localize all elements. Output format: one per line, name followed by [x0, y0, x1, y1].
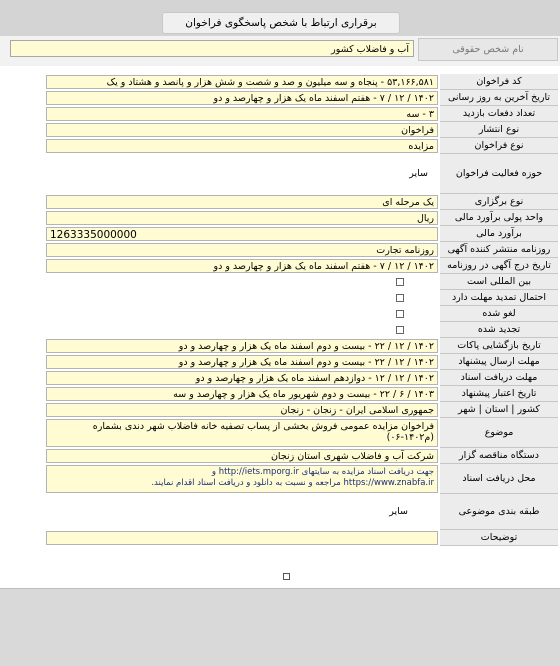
value-validity: ۱۴۰۳ / ۶ / ۲۲ - بیست و دوم شهریور ماه یک هزار و چهارصد و سه — [46, 387, 438, 401]
legal-entity-field[interactable]: آب و فاضلاب کشور — [10, 40, 414, 57]
row-international — [0, 274, 560, 290]
row-cancelled — [0, 306, 560, 322]
row-publish-date — [0, 258, 560, 274]
row-category — [0, 494, 560, 530]
label-scope: حوزه فعالیت فراخوان — [440, 154, 558, 194]
header-bar — [0, 0, 560, 37]
label-cancelled: لغو شده — [440, 306, 558, 322]
footer-checkbox — [283, 573, 290, 580]
value-currency: ریال — [46, 211, 438, 225]
row-call-type — [0, 138, 560, 154]
row-extendable — [0, 290, 560, 306]
row-renewed — [0, 322, 560, 338]
row-estimate — [0, 226, 560, 242]
row-newspaper — [0, 242, 560, 258]
row-visits — [0, 106, 560, 122]
value-scope: سایر — [409, 168, 428, 179]
row-subject — [0, 418, 560, 448]
cancelled-checkbox — [396, 310, 404, 318]
label-validity: تاریخ اعتبار پیشنهاد — [440, 386, 558, 402]
row-get-documents — [0, 370, 560, 386]
label-description: توضیحات — [440, 530, 558, 546]
value-visits: ۳ - سه — [46, 107, 438, 121]
value-code: ۵۳,۱۶۶,۵۸۱ - پنجاه و سه میلیون و صد و شصت و شش هزار و پانصد و هشتاد و یک — [46, 75, 438, 89]
value-organizer: شرکت آب و فاضلاب شهری استان زنجان — [46, 449, 438, 463]
international-checkbox — [396, 278, 404, 286]
label-location: کشور | استان | شهر — [440, 402, 558, 418]
row-open-envelopes — [0, 338, 560, 354]
row-scope — [0, 154, 560, 194]
label-publish-date: تاریخ درج آگهی در روزنامه — [440, 258, 558, 274]
label-last-update: تاریخ آخرین به روز رسانی — [440, 90, 558, 106]
value-send-offer: ۱۴۰۲ / ۱۲ / ۲۲ - بیست و دوم اسفند ماه یک هزار و چهارصد و دو — [46, 355, 438, 369]
value-category: سایر — [389, 506, 408, 517]
value-hold-type: یک مرحله ای — [46, 195, 438, 209]
label-open-envelopes: تاریخ بازگشایی پاکات — [440, 338, 558, 354]
label-newspaper: روزنامه منتشر کننده آگهی — [440, 242, 558, 258]
label-renewed: تجدید شده — [440, 322, 558, 338]
label-organizer: دستگاه مناقصه گزار — [440, 448, 558, 464]
extendable-checkbox — [396, 294, 404, 302]
document-place-line-2[interactable]: https://www.znabfa.ir مراجعه و نسبت به دانلود و دریافت اسناد اقدام نمایند. — [151, 478, 434, 488]
row-organizer — [0, 448, 560, 464]
label-call-type: نوع فراخوان — [440, 138, 558, 154]
value-publish-type: فراخوان — [46, 123, 438, 137]
document-place-line-1[interactable]: جهت دریافت اسناد مزایده به سایتهای http://iets.mporg.ir و — [211, 467, 434, 477]
row-send-offer — [0, 354, 560, 370]
label-visits: تعداد دفعات بازدید — [440, 106, 558, 122]
value-newspaper: روزنامه تجارت — [46, 243, 438, 257]
value-publish-date: ۱۴۰۲ / ۱۲ / ۷ - هفتم اسفند ماه یک هزار و چهارصد و دو — [46, 259, 438, 273]
footer-area — [0, 588, 560, 666]
row-publish-type — [0, 122, 560, 138]
value-call-type: مزایده — [46, 139, 438, 153]
row-location — [0, 402, 560, 418]
label-code: کد فراخوان — [440, 74, 558, 90]
label-category: طبقه بندی موضوعی — [440, 494, 558, 530]
renewed-checkbox — [396, 326, 404, 334]
value-get-documents: ۱۴۰۲ / ۱۲ / ۱۲ - دوازدهم اسفند ماه یک هزار و چهارصد و دو — [46, 371, 438, 385]
row-hold-type — [0, 194, 560, 210]
value-description — [46, 531, 438, 545]
row-currency — [0, 210, 560, 226]
value-open-envelopes: ۱۴۰۲ / ۱۲ / ۲۲ - بیست و دوم اسفند ماه یک هزار و چهارصد و دو — [46, 339, 438, 353]
label-subject: موضوع — [440, 418, 558, 448]
label-hold-type: نوع برگزاری — [440, 194, 558, 210]
legal-entity-label: نام شخص حقوقی — [418, 38, 558, 61]
row-description — [0, 530, 560, 546]
row-document-place — [0, 464, 560, 494]
label-publish-type: نوع انتشار — [440, 122, 558, 138]
label-international: بین المللی است — [440, 274, 558, 290]
value-estimate: 1263335000000 — [46, 227, 438, 241]
label-get-documents: مهلت دریافت اسناد — [440, 370, 558, 386]
label-send-offer: مهلت ارسال پیشنهاد — [440, 354, 558, 370]
contact-responder-button[interactable]: برقراری ارتباط با شخص پاسخگوی فراخوان — [162, 12, 400, 34]
row-code — [0, 74, 560, 90]
label-estimate: برآورد مالی — [440, 226, 558, 242]
value-subject: فراخوان مزایده عمومی فروش بخشی از پساب تصفیه خانه فاضلاب شهر دندی بشماره (م۱۴۰۲-۰۶) — [46, 419, 438, 447]
label-document-place: محل دریافت اسناد — [440, 464, 558, 494]
row-validity — [0, 386, 560, 402]
value-location: جمهوری اسلامی ایران - زنجان - زنجان — [46, 403, 438, 417]
label-currency: واحد پولی برآورد مالی — [440, 210, 558, 226]
label-extendable: احتمال تمدید مهلت دارد — [440, 290, 558, 306]
tender-details-table — [0, 74, 560, 546]
value-last-update: ۱۴۰۲ / ۱۲ / ۷ - هفتم اسفند ماه یک هزار و چهارصد و دو — [46, 91, 438, 105]
value-document-place — [46, 465, 438, 493]
row-last-update — [0, 90, 560, 106]
